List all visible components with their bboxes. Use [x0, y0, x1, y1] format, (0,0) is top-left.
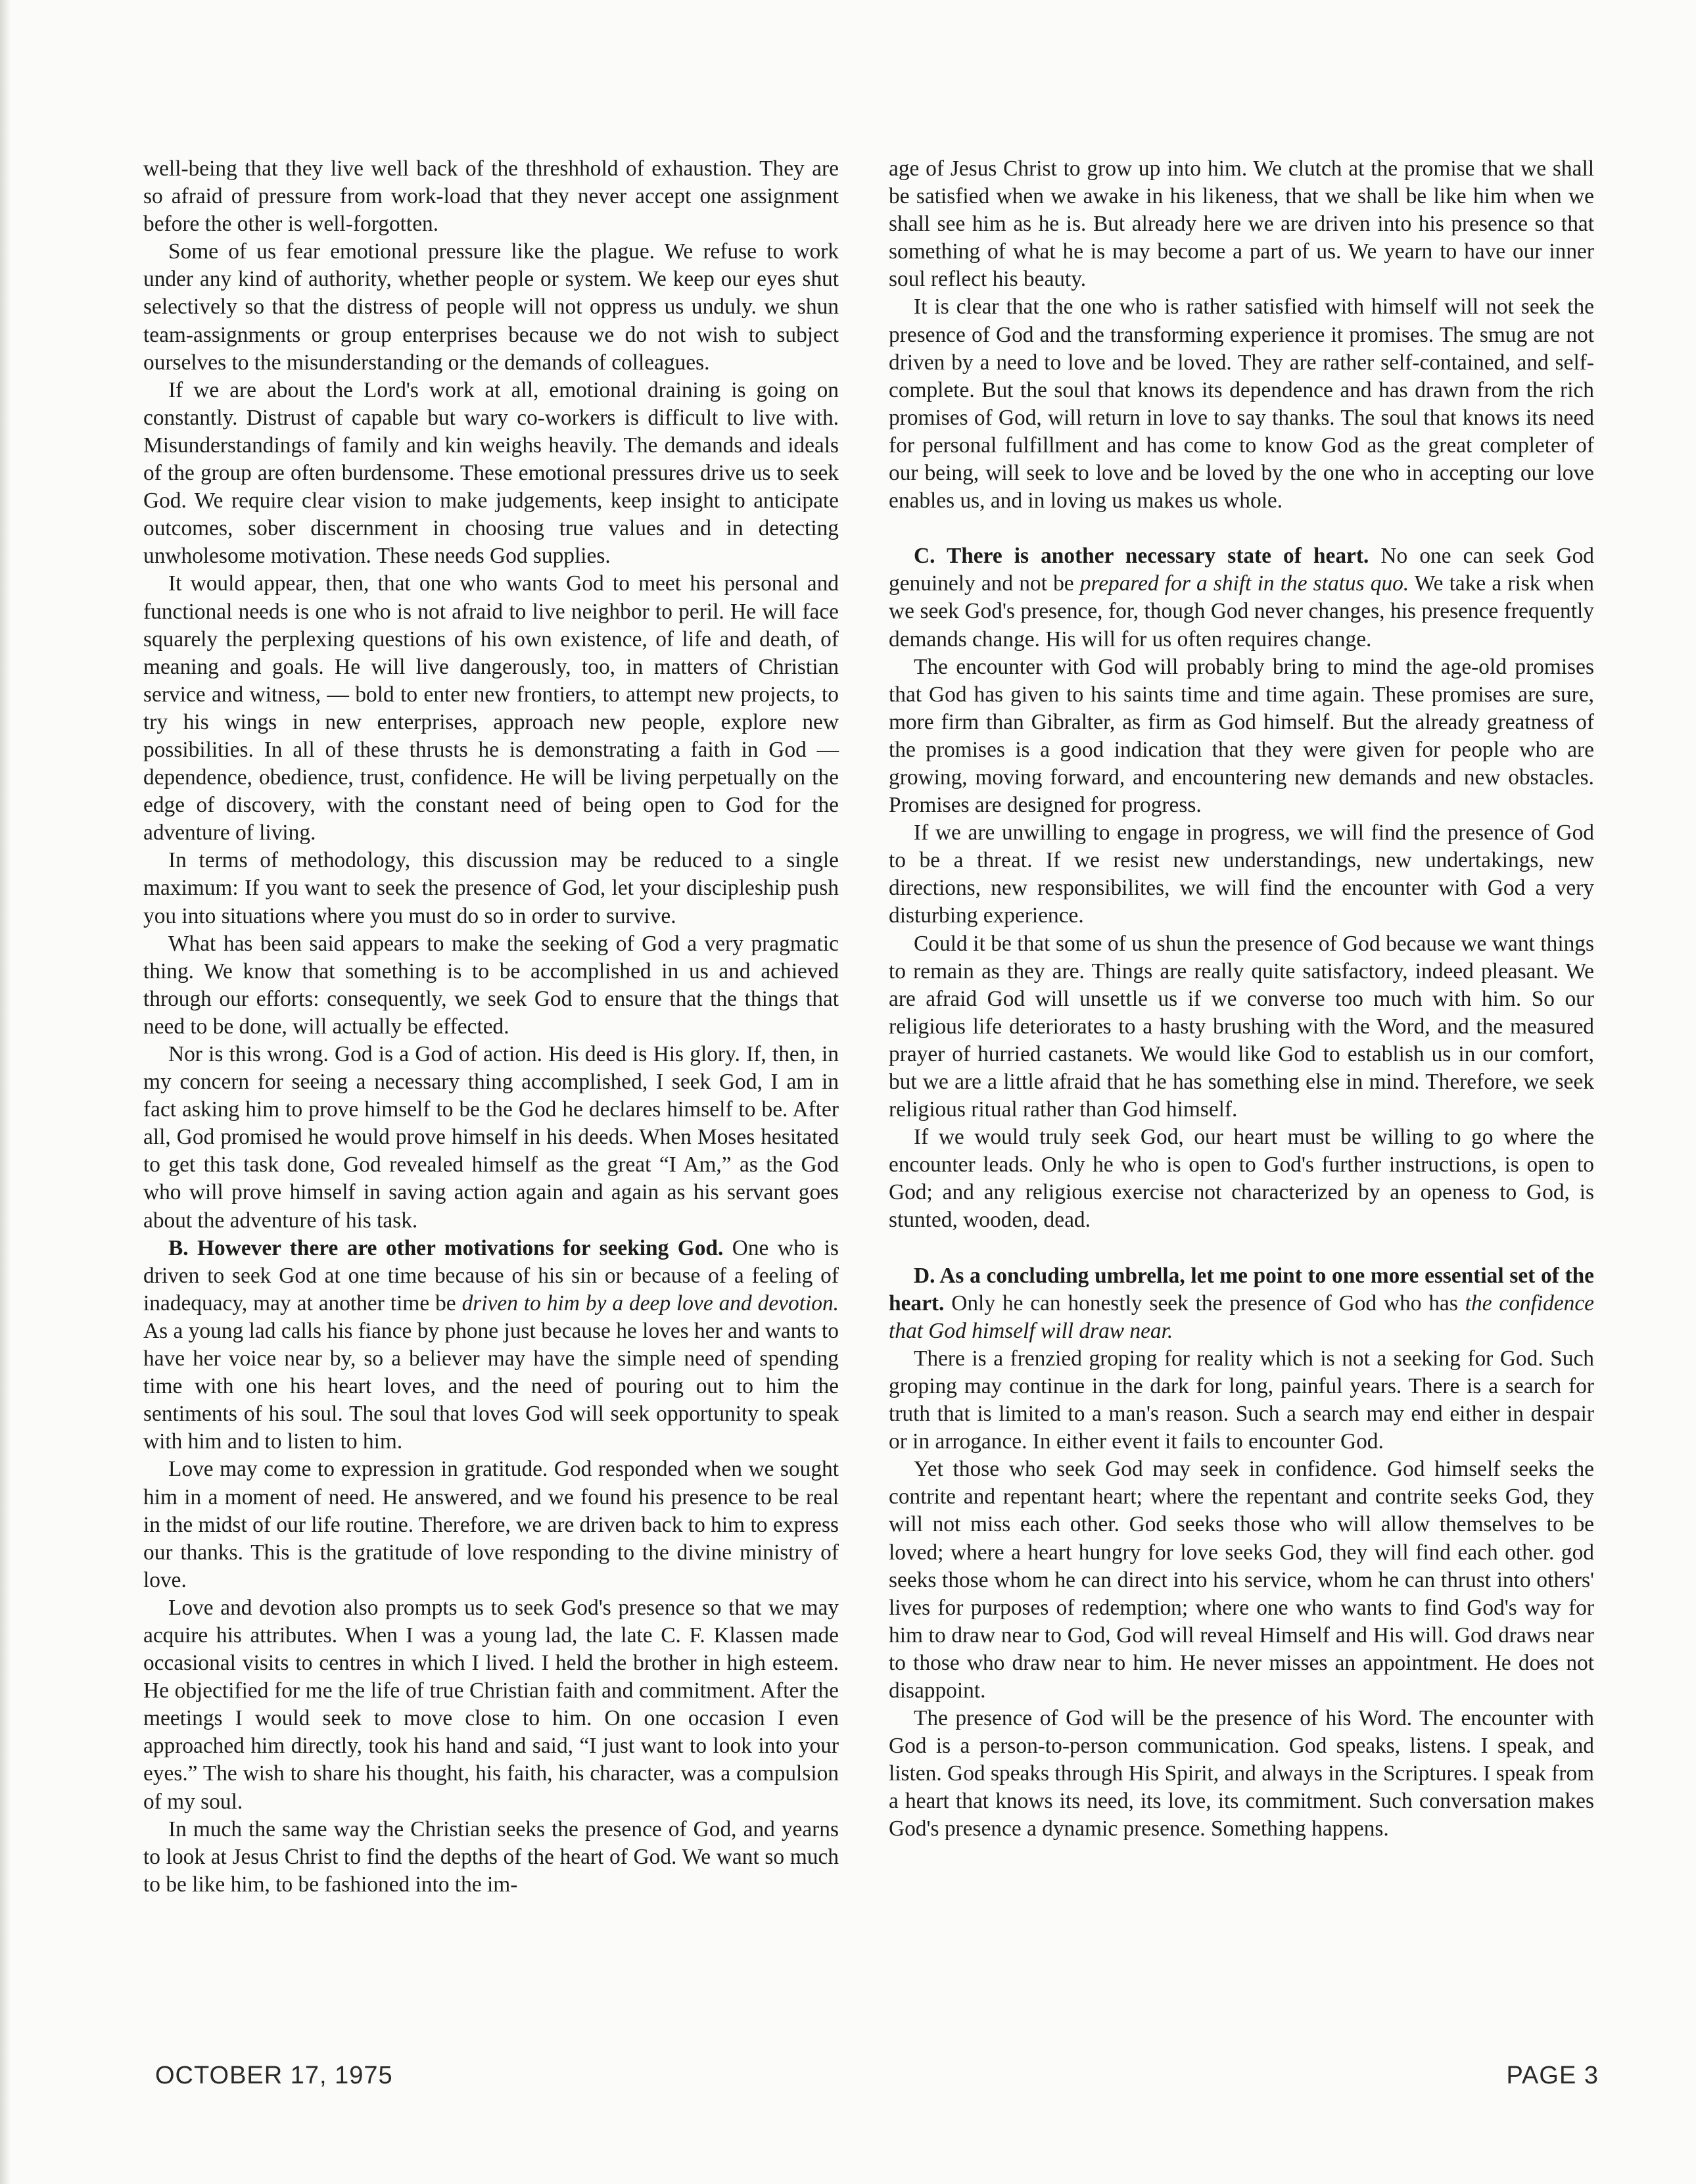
- paragraph: It is clear that the one who is rather satisfied with himself will not seek the presence of God and the transforming experience it promises. The smug are not driven by a need to love and be loved. They are rather self-contained, and self-complete. But the soul that knows its dependence and has drawn from the rich promises of God, will return in love to say thanks. The soul that knows its need for personal fulfillment and has come to know God as the great completer of our being, will seek to love and be loved by the one who in accepting our love enables us, and in loving us makes us whole.: [889, 295, 1594, 513]
- paragraph: age of Jesus Christ to grow up into him. We clutch at the promise that we shall be satisfied when we awake in his likeness, that we shall be like him when we shall see him as he is. But already here we are driven into his presence so that something of what he is may become a part of us. We yearn to have our inner soul reflect his beauty.: [889, 156, 1594, 292]
- paragraph-text: No one can seek God genuinely and not be: [889, 544, 1594, 596]
- paragraph: There is a frenzied groping for reality which is not a seeking for God. Such groping may continue in the dark for long, painful years. There is a search for truth that is limited to a man's reason. Such a search may end either in despair or in arrogance. In either event it fails to encounter God.: [889, 1346, 1594, 1454]
- paragraph: It would appear, then, that one who wants God to meet his personal and functional needs is one who is not afraid to live neighbor to peril. He will face squarely the perplexing questions of his own existence, of life and death, of meaning and goals. He will live dangerously, too, in matters of Christian service and witness, — bold to enter new frontiers, to attempt new projects, to try his wings in new enterprises, approach new people, explore new possibilities. In all of these thrusts he is demonstrating a faith in God — dependence, obedience, trust, confidence. He will be living perpetually on the edge of discovery, with the constant need of being open to God for the adventure of living.: [143, 571, 839, 845]
- page-edge-shadow: [0, 0, 11, 2184]
- paragraph: If we are unwilling to engage in progress, we will find the presence of God to be a threat. If we resist new understandings, new undertakings, new directions, new responsibilites, we will find the encounter with God a very disturbing experience.: [889, 820, 1594, 928]
- paragraph-text: One who is driven to seek God at one time because of his sin or because of a feeling of inadequacy, may at another time be: [143, 1235, 839, 1316]
- paragraph-text: Only he can honestly seek the presence of God who has: [944, 1291, 1465, 1316]
- paragraph: The encounter with God will probably bring to mind the age-old promises that God has given to his saints time and time again. These promises are sure, more firm than Gibralter, as firm as God himself. But the already greatness of the promises is a good indication that they were given for people who are growing, moving forward, and encountering new demands and new obstacles. Promises are designed for progress.: [889, 654, 1594, 818]
- emphasis-text: driven to him by a deep love and devotion.: [461, 1291, 839, 1316]
- section-heading-c: C. There is another necessary state of heart.: [914, 544, 1369, 569]
- issue-date: OCTOBER 17, 1975: [155, 2062, 393, 2089]
- section-paragraph-b: [143, 1235, 839, 1456]
- emphasis-text: the confidence that God himself will draw near.: [889, 1291, 1594, 1343]
- paragraph: well-being that they live well back of the threshhold of exhaustion. They are so afraid of pressure from work-load that they never accept one assignment before the other is well-forgotten.: [143, 156, 839, 237]
- right-column: [889, 155, 1594, 1843]
- paragraph-text: As a young lad calls his fiance by phone just because he loves her and wants to have her voice near by, so a believer may have the simple need of spending time with one his heart loves, and the need of pouring out to him the sentiments of his soul. The soul that loves God will seek opportunity to speak with him and to listen to him.: [143, 1318, 839, 1454]
- left-column: [143, 155, 839, 1899]
- section-heading-d: D. As a concluding umbrella, let me point to one more essential set of the heart.: [889, 1263, 1594, 1316]
- section-heading-b: B. However there are other motivations for seeking God.: [168, 1235, 724, 1260]
- page-number: PAGE 3: [1506, 2062, 1599, 2089]
- paragraph: In much the same way the Christian seeks the presence of God, and yearns to look at Jesus Christ to find the depths of the heart of God. We want so much to be like him, to be fashioned into the im-: [143, 1816, 839, 1897]
- paragraph: If we would truly seek God, our heart must be willing to go where the encounter leads. Only he who is open to God's further instructions, is open to God; and any religious exercise not characterized by an openess to God, is stunted, wooden, dead.: [889, 1125, 1594, 1233]
- paragraph: Some of us fear emotional pressure like the plague. We refuse to work under any kind of authority, whether people or system. We keep our eyes shut selectively so that the distress of people will not oppress us unduly. we shun team-assignments or group enterprises because we do not wish to subject ourselves to the misunderstanding or the demands of colleagues.: [143, 239, 839, 375]
- emphasis-text: prepared for a shift in the status quo.: [1079, 571, 1409, 596]
- paragraph: Could it be that some of us shun the presence of God because we want things to remain as they are. Things are really quite satisfactory, indeed pleasant. We are afraid God will unsettle us if we converse too much with him. So our religious life deteriorates to a hasty brushing with the Word, and the measured prayer of hurried castanets. We would like God to establish us in our comfort, but we are a little afraid that he has something else in mind. Therefore, we seek religious ritual rather than God himself.: [889, 931, 1594, 1122]
- paragraph: What has been said appears to make the seeking of God a very pragmatic thing. We know that something is to be accomplished in us and achieved through our efforts: consequently, we seek God to ensure that the things that need to be done, will actually be effected.: [143, 931, 839, 1039]
- section-paragraph-d: [889, 1262, 1594, 1345]
- paragraph: Nor is this wrong. God is a God of action. His deed is His glory. If, then, in my concern for seeing a necessary thing accomplished, I seek God, I am in fact asking him to prove himself to be the God he declares himself to be. After all, God promised he would prove himself in his deeds. When Moses hesitated to get this task done, God revealed himself as the great “I Am,” as the God who will prove himself in saving action again and again as his servant goes about the adventure of his task.: [143, 1042, 839, 1233]
- paragraph: In terms of methodology, this discussion may be reduced to a single maximum: If you want to seek the presence of God, let your discipleship push you into situations where you must do so in order to survive.: [143, 848, 839, 928]
- paragraph-text: We take a risk when we seek God's presence, for, though God never changes, his presence frequently demands change. His will for us often requires change.: [889, 571, 1595, 652]
- paragraph: Yet those who seek God may seek in confidence. God himself seeks the contrite and repentant heart; where the repentant and contrite seeks God, they will not miss each other. God seeks those who will allow themselves to be loved; where a heart hungry for love seeks God, they will find each other. god seeks those whom he can direct into his service, whom he can thrust into others' lives for purposes of redemption; where one who wants to find God's way for him to draw near to God, God will reveal Himself and His will. God draws near to those who draw near to him. He never misses an appointment. He does not disappoint.: [889, 1457, 1594, 1703]
- paragraph: Love and devotion also prompts us to seek God's presence so that we may acquire his attributes. When I was a young lad, the late C. F. Klassen made occasional visits to centres in which I lived. I held the brother in high esteem. He objectified for me the life of true Christian faith and commitment. After the meetings I would seek to move close to him. On one occasion I even approached him directly, took his hand and said, “I just want to look into your eyes.” The wish to share his thought, his faith, his character, was a compulsion of my soul.: [143, 1595, 839, 1814]
- section-paragraph-c: [889, 542, 1594, 653]
- paragraph: If we are about the Lord's work at all, emotional draining is going on constantly. Distrust of capable but wary co-workers is difficult to live with. Misunderstandings of family and kin weighs heavily. The demands and ideals of the group are often burdensome. These emotional pressures drive us to seek God. We require clear vision to make judgements, keep insight to anticipate outcomes, sober discernment in choosing true values and in detecting unwholesome motivation. These needs God supplies.: [143, 377, 839, 569]
- paragraph: Love may come to expression in gratitude. God responded when we sought him in a moment of need. He answered, and we found his presence to be real in the midst of our life routine. Therefore, we are driven back to him to express our thanks. This is the gratitude of love responding to the divine ministry of love.: [143, 1457, 839, 1592]
- paragraph: The presence of God will be the presence of his Word. The encounter with God is a person-to-person communication. God speaks, listens. I speak, and listen. God speaks through His Spirit, and always in the Scriptures. I speak from a heart that knows its need, its love, its commitment. Such conversation makes God's presence a dynamic presence. Something happens.: [889, 1706, 1594, 1841]
